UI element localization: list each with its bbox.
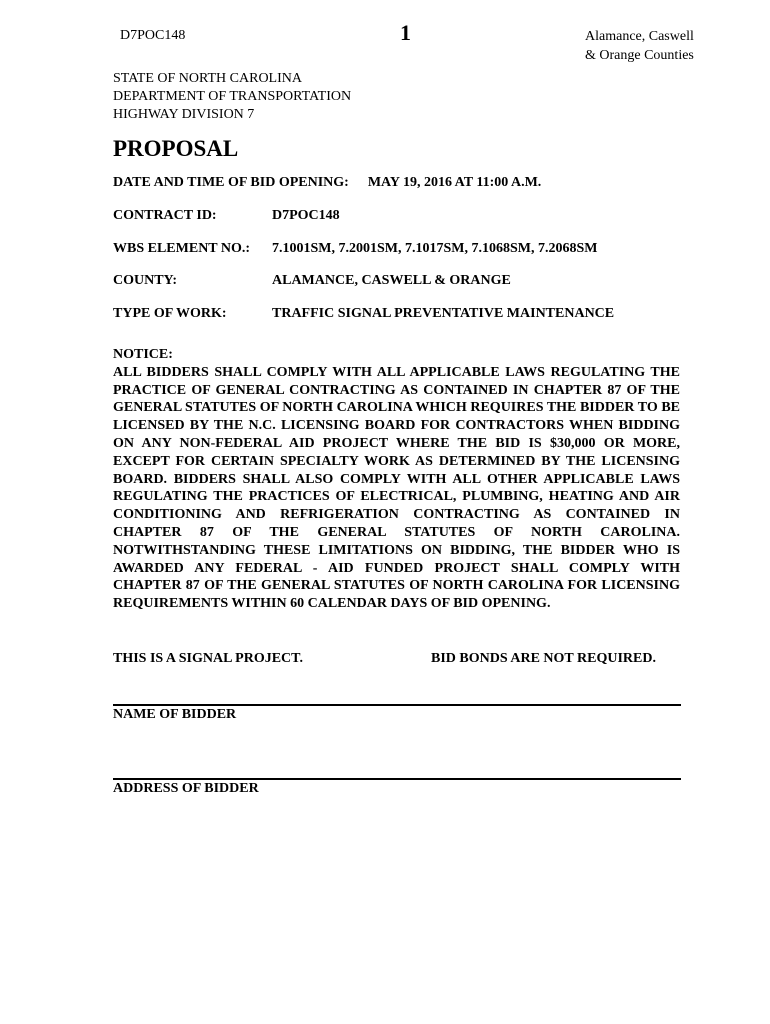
header-counties: [585, 27, 694, 65]
bid-opening-value: MAY 19, 2016 AT 11:00 A.M.: [367, 175, 542, 190]
bid-opening-label: DATE AND TIME OF BID OPENING:: [113, 175, 349, 190]
county-label: COUNTY:: [113, 273, 178, 288]
bid-bonds-statement: BID BONDS ARE NOT REQUIRED.: [431, 651, 656, 666]
header-counties-line2: & Orange Counties: [585, 48, 694, 63]
bidder-address-line: [113, 778, 681, 780]
type-of-work-label: TYPE OF WORK:: [113, 306, 227, 321]
contract-id-field: [113, 208, 340, 224]
agency-state: STATE OF NORTH CAROLINA: [113, 71, 302, 86]
bidder-name-label: NAME OF BIDDER: [113, 707, 237, 722]
agency-division: HIGHWAY DIVISION 7: [113, 107, 255, 122]
page-number: 1: [400, 20, 411, 45]
project-type-statement: THIS IS A SIGNAL PROJECT.: [113, 651, 303, 666]
wbs-element-field: [113, 241, 598, 257]
county-field: [113, 273, 511, 289]
wbs-element-value: 7.1001SM, 7.2001SM, 7.1017SM, 7.1068SM, 7.2068SM: [272, 241, 598, 256]
header-counties-line1: Alamance, Caswell: [585, 29, 694, 44]
notice-block: [113, 346, 680, 613]
notice-body: ALL BIDDERS SHALL COMPLY WITH ALL APPLICABLE LAWS REGULATING THE PRACTICE OF GENERAL CONTRACTING AS CONTAINED IN CHAPTER 87 OF THE GENERAL STATUTES OF NORTH CAROLINA WHICH REQUIRES THE BIDDER TO BE LICENSED BY THE N.C. LICENSING BOARD FOR CONTRACTORS WHEN BIDDING ON ANY NON-FEDERAL AID PROJECT WHERE THE BID IS $30,000 OR MORE, EXCEPT FOR CERTAIN SPECIALTY WORK AS DETERMINED BY THE LICENSING BOARD. BIDDERS SHALL ALSO COMPLY WITH ALL OTHER APPLICABLE LAWS REGULATING THE PRACTICES OF ELECTRICAL, PLUMBING, HEATING AND AIR CONDITIONING AND REFRIGERATION CONTRACTING AS CONTAINED IN CHAPTER 87 OF THE GENERAL STATUTES OF NORTH CAROLINA. NOTWITHSTANDING THESE LIMITATIONS ON BIDDING, THE BIDDER WHO IS AWARDED ANY FEDERAL - AID FUNDED PROJECT SHALL COMPLY WITH CHAPTER 87 OF THE GENERAL STATUTES OF NORTH CAROLINA FOR LICENSING REQUIREMENTS WITHIN 60 CALENDAR DAYS OF BID OPENING.: [113, 364, 680, 612]
contract-id-label: CONTRACT ID:: [113, 208, 217, 223]
bidder-name-line: [113, 704, 681, 706]
header-contract-code: D7POC148: [120, 28, 186, 43]
agency-block: [113, 70, 351, 124]
bidder-address-label: ADDRESS OF BIDDER: [113, 781, 259, 796]
wbs-element-label: WBS ELEMENT NO.:: [113, 241, 251, 256]
page-title: PROPOSAL: [113, 136, 239, 161]
type-of-work-value: TRAFFIC SIGNAL PREVENTATIVE MAINTENANCE: [272, 306, 615, 321]
bid-opening-field: [113, 175, 541, 191]
contract-id-value: D7POC148: [272, 208, 340, 223]
notice-heading: NOTICE:: [113, 347, 173, 362]
type-of-work-field: [113, 306, 615, 322]
county-value: ALAMANCE, CASWELL & ORANGE: [272, 273, 511, 288]
agency-department: DEPARTMENT OF TRANSPORTATION: [113, 89, 352, 104]
